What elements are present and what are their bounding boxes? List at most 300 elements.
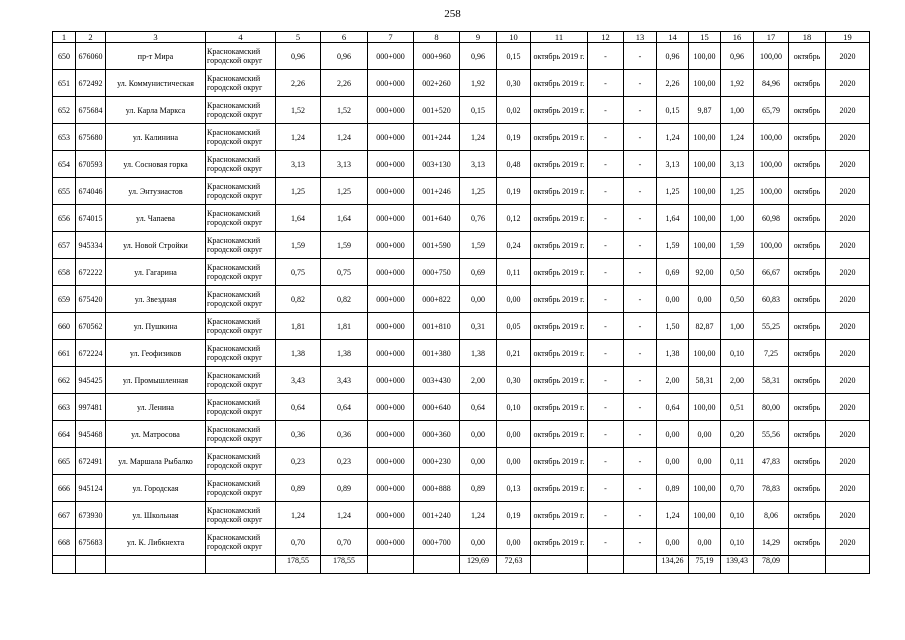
col-length: 2,26 bbox=[276, 70, 321, 97]
col-percent-15: 100,00 bbox=[689, 340, 721, 367]
col-value-12: - bbox=[588, 340, 624, 367]
col-month: октябрь bbox=[789, 178, 826, 205]
col-month: октябрь bbox=[789, 529, 826, 556]
col-value-13: - bbox=[624, 178, 657, 205]
col-month: октябрь bbox=[789, 124, 826, 151]
col-value-14: 1,24 bbox=[657, 502, 689, 529]
total-col-km-end bbox=[414, 556, 460, 574]
col-value-10: 0,24 bbox=[497, 232, 531, 259]
col-date: октябрь 2019 г. bbox=[531, 259, 588, 286]
col-date: октябрь 2019 г. bbox=[531, 313, 588, 340]
col-municipality: Краснокамский городской округ bbox=[206, 70, 276, 97]
col-value-12: - bbox=[588, 502, 624, 529]
table-row bbox=[53, 421, 870, 448]
col-km-end: 001+520 bbox=[414, 97, 460, 124]
col-value-12: - bbox=[588, 367, 624, 394]
col-length-2: 1,24 bbox=[321, 124, 368, 151]
col-value-9: 0,00 bbox=[460, 529, 497, 556]
header-cell: 16 bbox=[721, 32, 754, 43]
col-month: октябрь bbox=[789, 502, 826, 529]
col-id: 674046 bbox=[76, 178, 106, 205]
table-row bbox=[53, 178, 870, 205]
col-percent-15: 100,00 bbox=[689, 43, 721, 70]
col-length: 0,75 bbox=[276, 259, 321, 286]
col-year: 2020 bbox=[826, 448, 870, 475]
col-municipality: Краснокамский городской округ bbox=[206, 367, 276, 394]
table-row bbox=[53, 367, 870, 394]
col-km-start: 000+000 bbox=[368, 475, 414, 502]
col-year: 2020 bbox=[826, 502, 870, 529]
col-value-9: 0,00 bbox=[460, 286, 497, 313]
col-date: октябрь 2019 г. bbox=[531, 502, 588, 529]
col-num: 667 bbox=[53, 502, 76, 529]
col-id: 945468 bbox=[76, 421, 106, 448]
col-value-16: 0,11 bbox=[721, 448, 754, 475]
col-date: октябрь 2019 г. bbox=[531, 124, 588, 151]
total-col-length: 178,55 bbox=[276, 556, 321, 574]
col-km-start: 000+000 bbox=[368, 529, 414, 556]
col-percent-15: 0,00 bbox=[689, 421, 721, 448]
col-municipality: Краснокамский городской округ bbox=[206, 421, 276, 448]
col-num: 650 bbox=[53, 43, 76, 70]
col-month: октябрь bbox=[789, 475, 826, 502]
col-percent-15: 100,00 bbox=[689, 151, 721, 178]
col-date: октябрь 2019 г. bbox=[531, 448, 588, 475]
col-value-14: 1,24 bbox=[657, 124, 689, 151]
road-register-table bbox=[52, 31, 870, 574]
col-value-10: 0,21 bbox=[497, 340, 531, 367]
col-km-start: 000+000 bbox=[368, 502, 414, 529]
col-km-end: 000+230 bbox=[414, 448, 460, 475]
col-length: 0,64 bbox=[276, 394, 321, 421]
col-street: ул. Карла Маркса bbox=[106, 97, 206, 124]
col-km-start: 000+000 bbox=[368, 151, 414, 178]
col-num: 651 bbox=[53, 70, 76, 97]
col-street: ул. Коммунистическая bbox=[106, 70, 206, 97]
col-value-16: 1,24 bbox=[721, 124, 754, 151]
col-value-14: 0,00 bbox=[657, 421, 689, 448]
col-month: октябрь bbox=[789, 70, 826, 97]
col-municipality: Краснокамский городской округ bbox=[206, 97, 276, 124]
col-km-end: 001+640 bbox=[414, 205, 460, 232]
col-street: ул. Новой Стройки bbox=[106, 232, 206, 259]
col-month: октябрь bbox=[789, 259, 826, 286]
col-km-start: 000+000 bbox=[368, 286, 414, 313]
col-year: 2020 bbox=[826, 313, 870, 340]
col-percent-15: 0,00 bbox=[689, 286, 721, 313]
col-value-16: 0,50 bbox=[721, 286, 754, 313]
col-value-16: 1,59 bbox=[721, 232, 754, 259]
col-date: октябрь 2019 г. bbox=[531, 232, 588, 259]
col-km-start: 000+000 bbox=[368, 394, 414, 421]
col-percent-17: 55,56 bbox=[754, 421, 789, 448]
col-value-12: - bbox=[588, 475, 624, 502]
col-km-start: 000+000 bbox=[368, 97, 414, 124]
total-col-value-10: 72,63 bbox=[497, 556, 531, 574]
col-percent-15: 82,87 bbox=[689, 313, 721, 340]
header-cell: 9 bbox=[460, 32, 497, 43]
col-percent-17: 100,00 bbox=[754, 43, 789, 70]
header-cell: 17 bbox=[754, 32, 789, 43]
col-km-end: 003+430 bbox=[414, 367, 460, 394]
col-id: 675680 bbox=[76, 124, 106, 151]
col-date: октябрь 2019 г. bbox=[531, 529, 588, 556]
col-value-10: 0,05 bbox=[497, 313, 531, 340]
col-value-13: - bbox=[624, 124, 657, 151]
col-km-start: 000+000 bbox=[368, 259, 414, 286]
col-year: 2020 bbox=[826, 124, 870, 151]
col-km-start: 000+000 bbox=[368, 232, 414, 259]
col-month: октябрь bbox=[789, 421, 826, 448]
col-value-14: 0,69 bbox=[657, 259, 689, 286]
col-id: 675420 bbox=[76, 286, 106, 313]
col-value-13: - bbox=[624, 151, 657, 178]
total-col-num bbox=[53, 556, 76, 574]
col-km-end: 000+700 bbox=[414, 529, 460, 556]
col-value-10: 0,19 bbox=[497, 124, 531, 151]
col-percent-15: 58,31 bbox=[689, 367, 721, 394]
col-id: 675684 bbox=[76, 97, 106, 124]
col-value-13: - bbox=[624, 502, 657, 529]
col-value-16: 1,00 bbox=[721, 313, 754, 340]
col-num: 662 bbox=[53, 367, 76, 394]
col-num: 659 bbox=[53, 286, 76, 313]
total-col-value-14: 134,26 bbox=[657, 556, 689, 574]
col-value-16: 0,50 bbox=[721, 259, 754, 286]
col-street: ул. Сосновая горка bbox=[106, 151, 206, 178]
col-street: ул. Промышленная bbox=[106, 367, 206, 394]
col-value-13: - bbox=[624, 313, 657, 340]
table-row bbox=[53, 151, 870, 178]
table-row bbox=[53, 124, 870, 151]
col-municipality: Краснокамский городской округ bbox=[206, 502, 276, 529]
col-length-2: 1,59 bbox=[321, 232, 368, 259]
col-month: октябрь bbox=[789, 394, 826, 421]
header-cell: 18 bbox=[789, 32, 826, 43]
total-col-percent-17: 78,09 bbox=[754, 556, 789, 574]
table-row bbox=[53, 286, 870, 313]
col-length: 3,43 bbox=[276, 367, 321, 394]
col-km-start: 000+000 bbox=[368, 205, 414, 232]
col-municipality: Краснокамский городской округ bbox=[206, 232, 276, 259]
col-value-13: - bbox=[624, 394, 657, 421]
col-value-12: - bbox=[588, 313, 624, 340]
col-id: 672222 bbox=[76, 259, 106, 286]
col-value-12: - bbox=[588, 259, 624, 286]
col-length: 1,64 bbox=[276, 205, 321, 232]
col-length: 1,52 bbox=[276, 97, 321, 124]
col-percent-15: 0,00 bbox=[689, 448, 721, 475]
col-municipality: Краснокамский городской округ bbox=[206, 286, 276, 313]
col-value-9: 1,59 bbox=[460, 232, 497, 259]
total-col-km-start bbox=[368, 556, 414, 574]
col-value-10: 0,00 bbox=[497, 421, 531, 448]
header-cell: 7 bbox=[368, 32, 414, 43]
col-value-16: 1,92 bbox=[721, 70, 754, 97]
col-value-9: 1,25 bbox=[460, 178, 497, 205]
col-municipality: Краснокамский городской округ bbox=[206, 124, 276, 151]
col-date: октябрь 2019 г. bbox=[531, 178, 588, 205]
col-percent-17: 8,06 bbox=[754, 502, 789, 529]
col-id: 945334 bbox=[76, 232, 106, 259]
header-cell: 11 bbox=[531, 32, 588, 43]
col-length: 1,81 bbox=[276, 313, 321, 340]
col-value-9: 1,92 bbox=[460, 70, 497, 97]
total-col-value-9: 129,69 bbox=[460, 556, 497, 574]
col-num: 665 bbox=[53, 448, 76, 475]
header-cell: 2 bbox=[76, 32, 106, 43]
col-year: 2020 bbox=[826, 475, 870, 502]
col-num: 653 bbox=[53, 124, 76, 151]
header-row bbox=[53, 32, 870, 43]
col-street: ул. Маршала Рыбалко bbox=[106, 448, 206, 475]
total-col-value-16: 139,43 bbox=[721, 556, 754, 574]
col-street: ул. Ленина bbox=[106, 394, 206, 421]
col-value-16: 0,51 bbox=[721, 394, 754, 421]
col-value-12: - bbox=[588, 529, 624, 556]
col-value-13: - bbox=[624, 205, 657, 232]
col-value-9: 0,00 bbox=[460, 421, 497, 448]
col-municipality: Краснокамский городской округ bbox=[206, 205, 276, 232]
col-percent-17: 65,79 bbox=[754, 97, 789, 124]
col-municipality: Краснокамский городской округ bbox=[206, 151, 276, 178]
col-value-13: - bbox=[624, 367, 657, 394]
header-cell: 4 bbox=[206, 32, 276, 43]
table-row bbox=[53, 502, 870, 529]
col-num: 652 bbox=[53, 97, 76, 124]
col-percent-15: 100,00 bbox=[689, 502, 721, 529]
total-col-percent-15: 75,19 bbox=[689, 556, 721, 574]
col-value-10: 0,13 bbox=[497, 475, 531, 502]
col-value-10: 0,30 bbox=[497, 367, 531, 394]
header-cell: 13 bbox=[624, 32, 657, 43]
header-cell: 12 bbox=[588, 32, 624, 43]
col-id: 670593 bbox=[76, 151, 106, 178]
col-value-12: - bbox=[588, 124, 624, 151]
col-percent-17: 7,25 bbox=[754, 340, 789, 367]
col-km-start: 000+000 bbox=[368, 340, 414, 367]
col-percent-17: 80,00 bbox=[754, 394, 789, 421]
table-row bbox=[53, 70, 870, 97]
col-num: 656 bbox=[53, 205, 76, 232]
total-col-street bbox=[106, 556, 206, 574]
col-percent-17: 55,25 bbox=[754, 313, 789, 340]
col-date: октябрь 2019 г. bbox=[531, 97, 588, 124]
col-value-14: 0,00 bbox=[657, 529, 689, 556]
total-col-length-2: 178,55 bbox=[321, 556, 368, 574]
header-cell: 1 bbox=[53, 32, 76, 43]
col-date: октябрь 2019 г. bbox=[531, 43, 588, 70]
col-value-12: - bbox=[588, 43, 624, 70]
col-date: октябрь 2019 г. bbox=[531, 367, 588, 394]
col-percent-17: 100,00 bbox=[754, 151, 789, 178]
col-value-14: 1,50 bbox=[657, 313, 689, 340]
col-length-2: 0,96 bbox=[321, 43, 368, 70]
header-cell: 5 bbox=[276, 32, 321, 43]
header-cell: 10 bbox=[497, 32, 531, 43]
totals-row bbox=[53, 556, 870, 574]
col-municipality: Краснокамский городской округ bbox=[206, 529, 276, 556]
col-value-14: 1,38 bbox=[657, 340, 689, 367]
col-value-10: 0,19 bbox=[497, 178, 531, 205]
col-value-13: - bbox=[624, 97, 657, 124]
col-percent-17: 100,00 bbox=[754, 178, 789, 205]
col-num: 655 bbox=[53, 178, 76, 205]
col-month: октябрь bbox=[789, 232, 826, 259]
col-value-12: - bbox=[588, 178, 624, 205]
col-value-13: - bbox=[624, 232, 657, 259]
col-value-16: 0,10 bbox=[721, 340, 754, 367]
col-num: 658 bbox=[53, 259, 76, 286]
col-value-14: 0,89 bbox=[657, 475, 689, 502]
col-year: 2020 bbox=[826, 70, 870, 97]
total-col-year bbox=[826, 556, 870, 574]
col-length: 1,59 bbox=[276, 232, 321, 259]
col-value-13: - bbox=[624, 259, 657, 286]
table-row bbox=[53, 232, 870, 259]
col-value-16: 2,00 bbox=[721, 367, 754, 394]
col-num: 668 bbox=[53, 529, 76, 556]
col-num: 654 bbox=[53, 151, 76, 178]
col-year: 2020 bbox=[826, 232, 870, 259]
col-value-9: 0,89 bbox=[460, 475, 497, 502]
col-percent-15: 9,87 bbox=[689, 97, 721, 124]
col-percent-17: 47,83 bbox=[754, 448, 789, 475]
col-street: ул. К. Либкнехта bbox=[106, 529, 206, 556]
col-value-13: - bbox=[624, 421, 657, 448]
col-street: ул. Пушкина bbox=[106, 313, 206, 340]
col-km-end: 000+360 bbox=[414, 421, 460, 448]
col-month: октябрь bbox=[789, 367, 826, 394]
col-percent-17: 100,00 bbox=[754, 232, 789, 259]
col-street: пр-т Мира bbox=[106, 43, 206, 70]
col-value-13: - bbox=[624, 529, 657, 556]
col-date: октябрь 2019 г. bbox=[531, 286, 588, 313]
col-month: октябрь bbox=[789, 97, 826, 124]
col-value-13: - bbox=[624, 70, 657, 97]
col-street: ул. Матросова bbox=[106, 421, 206, 448]
total-col-date bbox=[531, 556, 588, 574]
total-col-id bbox=[76, 556, 106, 574]
col-km-end: 002+260 bbox=[414, 70, 460, 97]
total-col-month bbox=[789, 556, 826, 574]
col-value-10: 0,00 bbox=[497, 286, 531, 313]
col-value-14: 1,64 bbox=[657, 205, 689, 232]
col-value-9: 0,15 bbox=[460, 97, 497, 124]
col-month: октябрь bbox=[789, 151, 826, 178]
page-number: 258 bbox=[444, 8, 461, 20]
col-value-16: 0,10 bbox=[721, 529, 754, 556]
col-percent-17: 78,83 bbox=[754, 475, 789, 502]
col-value-13: - bbox=[624, 475, 657, 502]
col-length-2: 1,24 bbox=[321, 502, 368, 529]
col-municipality: Краснокамский городской округ bbox=[206, 394, 276, 421]
col-street: ул. Звездная bbox=[106, 286, 206, 313]
col-street: ул. Гагарина bbox=[106, 259, 206, 286]
col-value-16: 1,00 bbox=[721, 97, 754, 124]
col-year: 2020 bbox=[826, 367, 870, 394]
col-value-9: 1,24 bbox=[460, 124, 497, 151]
col-value-9: 1,24 bbox=[460, 502, 497, 529]
col-length-2: 0,70 bbox=[321, 529, 368, 556]
col-km-start: 000+000 bbox=[368, 124, 414, 151]
col-value-10: 0,10 bbox=[497, 394, 531, 421]
col-value-10: 0,12 bbox=[497, 205, 531, 232]
col-value-9: 3,13 bbox=[460, 151, 497, 178]
col-year: 2020 bbox=[826, 394, 870, 421]
col-length-2: 0,64 bbox=[321, 394, 368, 421]
col-num: 660 bbox=[53, 313, 76, 340]
col-street: ул. Школьная bbox=[106, 502, 206, 529]
header-cell: 3 bbox=[106, 32, 206, 43]
col-value-16: 1,25 bbox=[721, 178, 754, 205]
col-percent-15: 100,00 bbox=[689, 124, 721, 151]
table-row bbox=[53, 340, 870, 367]
col-percent-17: 100,00 bbox=[754, 124, 789, 151]
col-length-2: 0,75 bbox=[321, 259, 368, 286]
col-value-12: - bbox=[588, 232, 624, 259]
col-percent-17: 66,67 bbox=[754, 259, 789, 286]
col-value-9: 0,69 bbox=[460, 259, 497, 286]
table-row bbox=[53, 529, 870, 556]
col-value-10: 0,00 bbox=[497, 529, 531, 556]
col-value-9: 0,76 bbox=[460, 205, 497, 232]
col-year: 2020 bbox=[826, 340, 870, 367]
col-length: 1,24 bbox=[276, 502, 321, 529]
col-value-14: 0,00 bbox=[657, 286, 689, 313]
col-length: 0,23 bbox=[276, 448, 321, 475]
col-value-9: 2,00 bbox=[460, 367, 497, 394]
table-row bbox=[53, 205, 870, 232]
col-length: 1,25 bbox=[276, 178, 321, 205]
col-value-10: 0,15 bbox=[497, 43, 531, 70]
col-value-12: - bbox=[588, 421, 624, 448]
col-percent-15: 100,00 bbox=[689, 232, 721, 259]
table-row bbox=[53, 394, 870, 421]
col-km-end: 003+130 bbox=[414, 151, 460, 178]
col-value-10: 0,11 bbox=[497, 259, 531, 286]
col-percent-15: 100,00 bbox=[689, 70, 721, 97]
col-id: 945124 bbox=[76, 475, 106, 502]
col-length: 1,24 bbox=[276, 124, 321, 151]
col-year: 2020 bbox=[826, 178, 870, 205]
col-value-13: - bbox=[624, 448, 657, 475]
col-percent-15: 0,00 bbox=[689, 529, 721, 556]
col-km-end: 001+244 bbox=[414, 124, 460, 151]
col-street: ул. Энтузиастов bbox=[106, 178, 206, 205]
col-month: октябрь bbox=[789, 448, 826, 475]
col-id: 673930 bbox=[76, 502, 106, 529]
col-km-start: 000+000 bbox=[368, 178, 414, 205]
col-length-2: 1,81 bbox=[321, 313, 368, 340]
col-value-10: 0,19 bbox=[497, 502, 531, 529]
col-num: 661 bbox=[53, 340, 76, 367]
col-length-2: 1,52 bbox=[321, 97, 368, 124]
col-date: октябрь 2019 г. bbox=[531, 475, 588, 502]
col-km-start: 000+000 bbox=[368, 70, 414, 97]
col-km-end: 000+750 bbox=[414, 259, 460, 286]
col-id: 672491 bbox=[76, 448, 106, 475]
col-km-end: 001+590 bbox=[414, 232, 460, 259]
col-id: 672224 bbox=[76, 340, 106, 367]
col-num: 663 bbox=[53, 394, 76, 421]
header-cell: 8 bbox=[414, 32, 460, 43]
col-value-16: 0,10 bbox=[721, 502, 754, 529]
total-col-value-13 bbox=[624, 556, 657, 574]
col-value-14: 0,96 bbox=[657, 43, 689, 70]
col-year: 2020 bbox=[826, 97, 870, 124]
col-percent-17: 60,98 bbox=[754, 205, 789, 232]
